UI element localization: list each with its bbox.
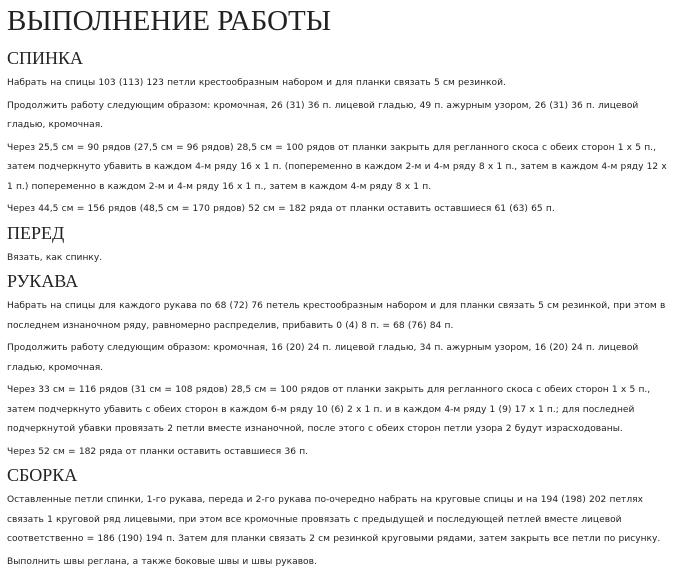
paragraph: Выполнить швы реглана, а также боковые швы и швы рукавов. <box>7 553 674 572</box>
paragraph: Через 25,5 см = 90 рядов (27,5 см = 96 рядов) 28,5 см = 100 рядов от планки закрыть для регланного скоса с обеих сторон 1 х 5 п., затем подчеркнуто убавить в каждом 4-м ряду 16 х 1 п. (попеременно в каждом 2-м и 4-м ряду 8 х 1 п., затем в каждом 4-м ряду 12 х 1 п.) попеременно в каждом 2-м и 4-м ряду 16 х 1 п., затем в каждом 4-м ряду 8 х 1 п. <box>7 139 674 198</box>
paragraph: Набрать на спицы 103 (113) 123 петли крестообразным набором и для планки связать 5 см резинкой. <box>7 74 674 94</box>
section-heading-sleeves: РУКАВА <box>7 271 674 292</box>
paragraph: Продолжить работу следующим образом: кромочная, 16 (20) 24 п. лицевой гладью, 34 п. ажурным узором, 16 (20) 24 п. лицевой гладью, кромочная. <box>7 339 674 378</box>
section-heading-back: СПИНКА <box>7 48 674 69</box>
paragraph: Набрать на спицы для каждого рукава по 68 (72) 76 петель крестообразным набором и для планки связать 5 см резинкой, при этом в последнем изнаночном ряду, равномерно распределив, прибавить 0 (4) 8 п. = 68 (76) 84 п. <box>7 297 674 336</box>
section-heading-front: ПЕРЕД <box>7 223 674 244</box>
section-front <box>7 223 674 269</box>
paragraph: Продолжить работу следующим образом: кромочная, 26 (31) 36 п. лицевой гладью, 49 п. ажурным узором, 26 (31) 36 п. лицевой гладью, кромочная. <box>7 97 674 136</box>
section-heading-assembly: СБОРКА <box>7 465 674 486</box>
section-back <box>7 48 674 220</box>
paragraph: Через 44,5 см = 156 рядов (48,5 см = 170 рядов) 52 см = 182 ряда от планки оставить оставшиеся 61 (63) 65 п. <box>7 200 674 220</box>
paragraph: Оставленные петли спинки, 1-го рукава, переда и 2-го рукава по-очередно набрать на круговые спицы и на 194 (198) 202 петлях связать 1 круговой ряд лицевыми, при этом все кромочные провязать с предыдущей и последующей петлей вместе лицевой соответственно = 186 (190) 194 п. Затем для планки связать 2 см резинкой круговыми рядами, затем закрыть все петли по рисунку. <box>7 491 674 550</box>
paragraph: Через 52 см = 182 ряда от планки оставить оставшиеся 36 п. <box>7 443 674 463</box>
section-assembly <box>7 465 674 572</box>
paragraph: Вязать, как спинку. <box>7 249 674 269</box>
section-sleeves <box>7 271 674 462</box>
page-title: ВЫПОЛНЕНИЕ РАБОТЫ <box>7 4 674 38</box>
paragraph: Через 33 см = 116 рядов (31 см = 108 рядов) 28,5 см = 100 рядов от планки закрыть для регланного скоса с обеих сторон 1 х 5 п., затем подчеркнуто убавить с обеих сторон в каждом 6-м ряду 10 (6) 2 х 1 п. и в каждом 4-м ряду 1 (9) 17 х 1 п.; для последней подчеркнутой убавки провязать 2 петли вместе изнаночной, после этого с обеих сторон петли узора 2 будут израсходованы. <box>7 381 674 440</box>
